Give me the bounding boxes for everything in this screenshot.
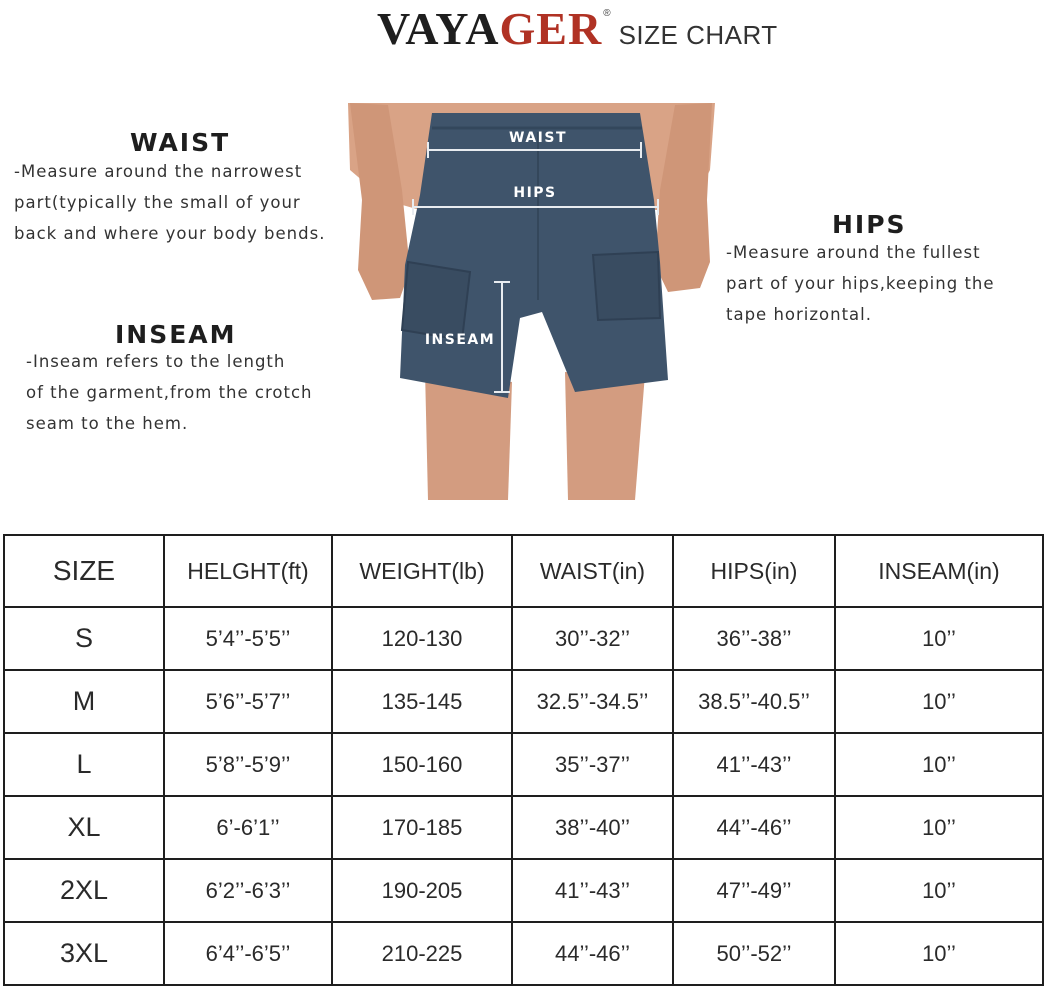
cell-height: 6’2’’-6’3’’ xyxy=(164,859,332,922)
table-row xyxy=(4,922,1043,985)
cell-waist: 41’’-43’’ xyxy=(512,859,673,922)
cell-height: 5’4’’-5’5’’ xyxy=(164,607,332,670)
cell-waist: 38’’-40’’ xyxy=(512,796,673,859)
cell-waist: 32.5’’-34.5’’ xyxy=(512,670,673,733)
hips-measure-label: HIPS xyxy=(513,185,557,201)
hips-description xyxy=(726,237,995,330)
cell-hips: 50’’-52’’ xyxy=(673,922,835,985)
waist-line-1: -Measure around the narrowest xyxy=(14,162,303,181)
cell-inseam: 10’’ xyxy=(835,922,1043,985)
cell-size: L xyxy=(4,733,164,796)
cell-size: 3XL xyxy=(4,922,164,985)
inseam-line-1: -Inseam refers to the length xyxy=(26,352,286,371)
table-row xyxy=(4,859,1043,922)
cell-hips: 36’’-38’’ xyxy=(673,607,835,670)
size-chart-table xyxy=(3,534,1044,986)
table-row xyxy=(4,670,1043,733)
cell-size: M xyxy=(4,670,164,733)
cell-height: 5’8’’-5’9’’ xyxy=(164,733,332,796)
header-height: HELGHT(ft) xyxy=(164,535,332,607)
cell-waist: 35’’-37’’ xyxy=(512,733,673,796)
shorts-model-figure xyxy=(345,100,725,505)
inseam-heading: INSEAM xyxy=(115,320,237,349)
cell-size: S xyxy=(4,607,164,670)
hips-line-2: part of your hips,keeping the xyxy=(726,274,995,293)
header-inseam: INSEAM(in) xyxy=(835,535,1043,607)
brand-title xyxy=(377,2,778,54)
cell-hips: 41’’-43’’ xyxy=(673,733,835,796)
brand-name-dark: VAYA xyxy=(377,3,500,54)
cell-inseam: 10’’ xyxy=(835,796,1043,859)
table-row xyxy=(4,607,1043,670)
cell-weight: 170-185 xyxy=(332,796,512,859)
table-row xyxy=(4,796,1043,859)
brand-subtitle: SIZE CHART xyxy=(618,20,778,50)
inseam-line-2: of the garment,from the crotch xyxy=(26,383,313,402)
header-hips: HIPS(in) xyxy=(673,535,835,607)
hips-line-1: -Measure around the fullest xyxy=(726,243,981,262)
cell-height: 6’4’’-6’5’’ xyxy=(164,922,332,985)
table-header-row xyxy=(4,535,1043,607)
inseam-description xyxy=(26,346,313,439)
cell-height: 5’6’’-5’7’’ xyxy=(164,670,332,733)
cell-hips: 38.5’’-40.5’’ xyxy=(673,670,835,733)
hips-heading: HIPS xyxy=(832,210,907,239)
cell-hips: 44’’-46’’ xyxy=(673,796,835,859)
waist-measure-label: WAIST xyxy=(509,130,567,146)
left-cargo-pocket xyxy=(402,262,470,340)
brand-name-red: GER xyxy=(499,3,603,54)
right-cargo-pocket xyxy=(593,252,660,320)
cell-weight: 190-205 xyxy=(332,859,512,922)
cell-weight: 135-145 xyxy=(332,670,512,733)
registered-mark: ® xyxy=(603,8,611,19)
cell-weight: 150-160 xyxy=(332,733,512,796)
cell-size: 2XL xyxy=(4,859,164,922)
cell-waist: 30’’-32’’ xyxy=(512,607,673,670)
hips-line-3: tape horizontal. xyxy=(726,305,872,324)
header-waist: WAIST(in) xyxy=(512,535,673,607)
cell-inseam: 10’’ xyxy=(835,733,1043,796)
cell-height: 6’-6’1’’ xyxy=(164,796,332,859)
cell-size: XL xyxy=(4,796,164,859)
cell-weight: 120-130 xyxy=(332,607,512,670)
header-size: SIZE xyxy=(4,535,164,607)
cell-inseam: 10’’ xyxy=(835,670,1043,733)
header-weight: WEIGHT(lb) xyxy=(332,535,512,607)
cell-inseam: 10’’ xyxy=(835,859,1043,922)
waist-description xyxy=(14,156,325,249)
table-row xyxy=(4,733,1043,796)
cell-weight: 210-225 xyxy=(332,922,512,985)
cell-waist: 44’’-46’’ xyxy=(512,922,673,985)
cell-hips: 47’’-49’’ xyxy=(673,859,835,922)
waist-line-3: back and where your body bends. xyxy=(14,224,326,243)
waist-line-2: part(typically the small of your xyxy=(14,193,301,212)
waist-heading: WAIST xyxy=(130,128,231,157)
inseam-line-3: seam to the hem. xyxy=(26,414,189,433)
cell-inseam: 10’’ xyxy=(835,607,1043,670)
inseam-measure-label: INSEAM xyxy=(424,332,496,348)
